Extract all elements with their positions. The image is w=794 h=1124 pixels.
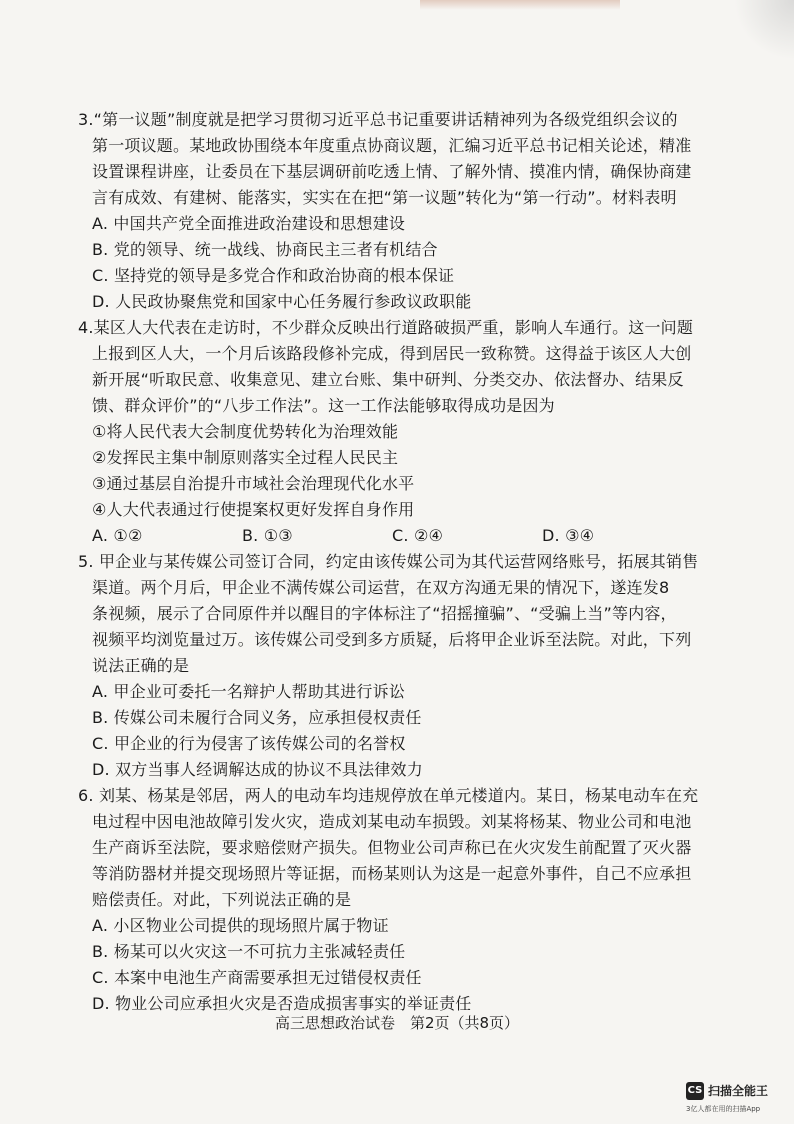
- choice-row: [92, 523, 712, 549]
- question-stem-line: 渠道。两个月后，甲企业不满传媒公司运营，在双方沟通无果的情况下，遂连发8: [92, 578, 670, 597]
- question-stem-line: 视频平均浏览量过万。该传媒公司受到多方质疑，后将甲企业诉至法院。对此，下列: [92, 630, 692, 649]
- option-d: D. 物业公司应承担火灾是否造成损害事实的举证责任: [92, 994, 472, 1013]
- option-a: A. 中国共产党全面推进政治建设和思想建设: [92, 214, 406, 233]
- scan-smudge: [420, 0, 620, 10]
- question-stem-line: 新开展“听取民意、收集意见、建立台账、集中研判、分类交办、依法督办、结果反: [92, 370, 684, 389]
- option-d: D. 人民政协聚焦党和国家中心任务履行参政议政职能: [92, 292, 472, 311]
- question-stem-line: 赔偿责任。对此，下列说法正确的是: [92, 890, 352, 909]
- option-c: C. 坚持党的领导是多党合作和政治协商的根本保证: [92, 266, 455, 285]
- question-stem-line: 设置课程讲座，让委员在下基层调研前吃透上情、了解外情、摸准内情，确保协商建: [92, 162, 692, 181]
- question-stem-line: 第一项议题。某地政协围绕本年度重点协商议题，汇编习近平总书记相关论述，精准: [92, 136, 692, 155]
- question-stem-line: 馈、群众评价”的“八步工作法”。这一工作法能够取得成功是因为: [92, 396, 555, 415]
- statement-1: ①将人民代表大会制度优势转化为治理效能: [92, 422, 399, 441]
- option-a: A. ①②: [92, 526, 143, 545]
- question-stem-line: 3.“第一议题”制度就是把学习贯彻习近平总书记重要讲话精神列为各级党组织会议的: [78, 110, 678, 129]
- question-6: [78, 783, 712, 1017]
- statement-2: ②发挥民主集中制原则落实全过程人民民主: [92, 448, 399, 467]
- watermark-subtitle: 3亿人都在用的扫描App: [686, 1105, 761, 1113]
- option-b: B. 杨某可以火灾这一不可抗力主张减轻责任: [92, 942, 406, 961]
- question-stem-line: 4.某区人大代表在走访时，不少群众反映出行道路破损严重，影响人车通行。这一问题: [78, 318, 694, 337]
- option-c: C. 甲企业的行为侵害了该传媒公司的名誉权: [92, 734, 406, 753]
- option-b: B. 传媒公司未履行合同义务，应承担侵权责任: [92, 708, 422, 727]
- question-stem-line: 说法正确的是: [92, 656, 190, 675]
- question-stem-line: 6. 刘某、杨某是邻居，两人的电动车均违规停放在单元楼道内。某日，杨某电动车在充: [78, 786, 699, 805]
- option-b: B. ①③: [242, 526, 293, 545]
- question-stem-line: 言有成效、有建树、能落实，实实在在把“第一议题”转化为“第一行动”。材料表明: [92, 188, 677, 207]
- option-a: A. 甲企业可委托一名辩护人帮助其进行诉讼: [92, 682, 406, 701]
- question-stem-line: 条视频，展示了合同原件并以醒目的字体标注了“招摇撞骗”、“受骗上当”等内容，: [92, 604, 677, 623]
- statement-3: ③通过基层自治提升市域社会治理现代化水平: [92, 474, 415, 493]
- scanner-watermark: [686, 1082, 790, 1116]
- camscanner-logo-icon: CS: [686, 1082, 704, 1100]
- question-stem-line: 5. 甲企业与某传媒公司签订合同，约定由该传媒公司为其代运营网络账号，拓展其销售: [78, 552, 699, 571]
- question-list: [78, 107, 712, 1017]
- question-stem-line: 等消防器材并提交现场照片等证据，而杨某则认为这是一起意外事件，自己不应承担: [92, 864, 692, 883]
- question-5: [78, 549, 712, 783]
- question-stem-line: 电过程中因电池故障引发火灾，造成刘某电动车损毁。刘某将杨某、物业公司和电池: [92, 812, 692, 831]
- question-4: [78, 315, 712, 549]
- option-d: D. 双方当事人经调解达成的协议不具法律效力: [92, 760, 423, 779]
- option-d: D. ③④: [542, 526, 595, 545]
- option-a: A. 小区物业公司提供的现场照片属于物证: [92, 916, 389, 935]
- scan-shadow: [734, 0, 794, 60]
- option-c: C. 本案中电池生产商需要承担无过错侵权责任: [92, 968, 422, 987]
- question-stem-line: 生产商诉至法院，要求赔偿财产损失。但物业公司声称已在火灾发生前配置了灭火器: [92, 838, 692, 857]
- statement-4: ④人大代表通过行使提案权更好发挥自身作用: [92, 500, 415, 519]
- question-3: [78, 107, 712, 315]
- watermark-title: 扫描全能王: [708, 1084, 769, 1098]
- question-stem-line: 上报到区人大，一个月后该路段修补完成，得到居民一致称赞。这得益于该区人大创: [92, 344, 692, 363]
- option-c: C. ②④: [392, 526, 444, 545]
- page-footer: 高三思想政治试卷 第2页（共8页）: [274, 1014, 520, 1032]
- option-b: B. 党的领导、统一战线、协商民主三者有机结合: [92, 240, 438, 259]
